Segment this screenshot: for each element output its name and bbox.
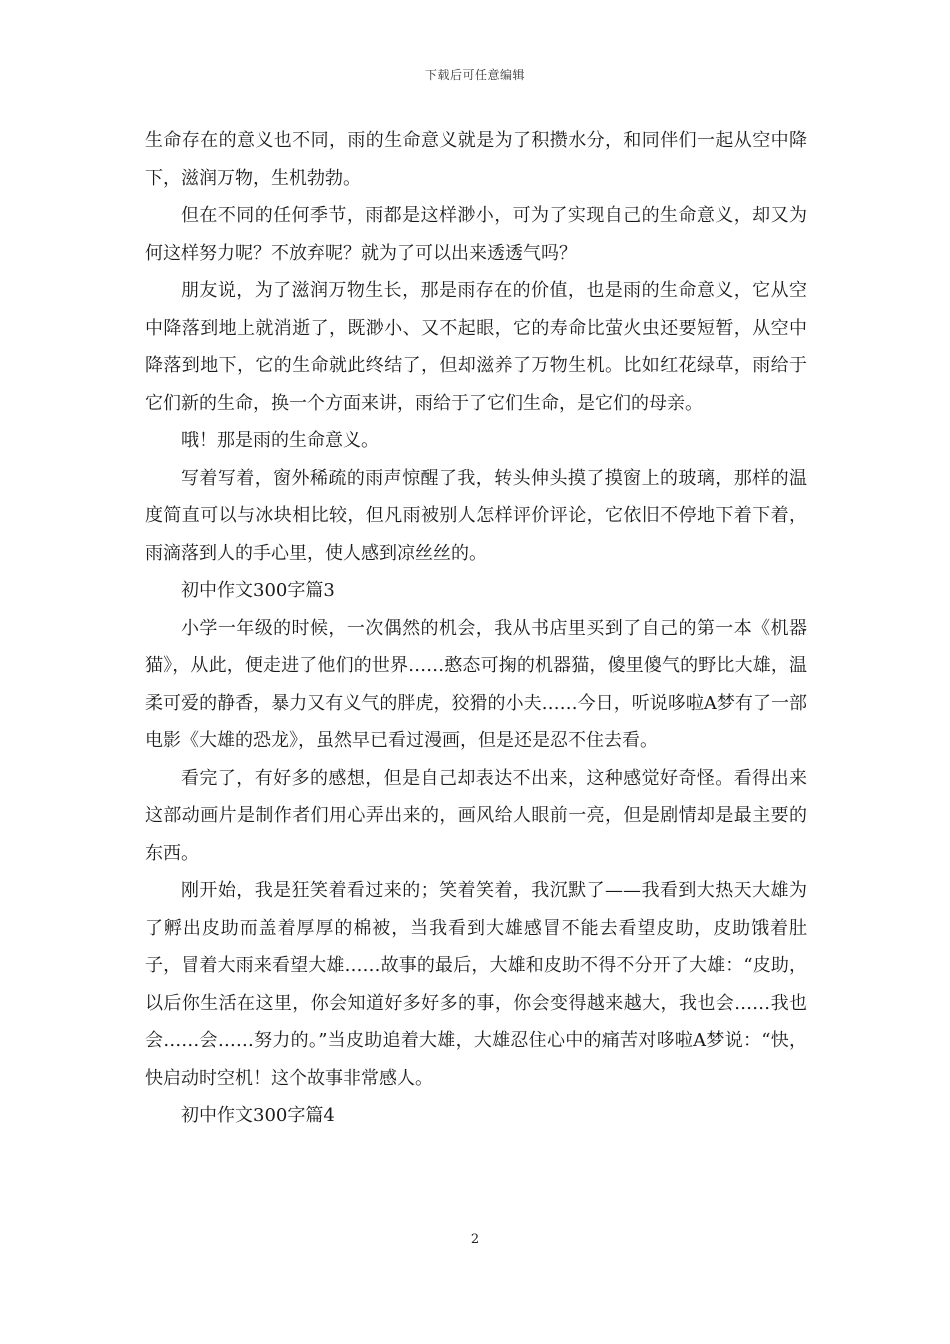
paragraph: 看完了，有好多的感想，但是自己却表达不出来，这种感觉好奇怪。看得出来这部动画片是制作者们用心弄出来的，画风给人眼前一亮，但是剧情却是最主要的东西。 — [145, 767, 807, 864]
paragraph: 刚开始，我是狂笑着看过来的；笑着笑着，我沉默了——我看到大热天大雄为了孵出皮助而盖着厚厚的棉被，当我看到大雄感冒不能去看望皮助，皮助饿着肚子，冒着大雨来看望大雄……故事的最后，大雄和皮助不得不分开了大雄：“皮助，以后你生活在这里，你会知道好多好多的事，你会变得越来越大，我也会……我也会……会……努力的。”当皮助追着大雄，大雄忍住心中的痛苦对哆啦A梦说：“快，快启动时空机！这个故事非常感人。 — [145, 880, 807, 1089]
section-heading: 初中作文300字篇3 — [181, 580, 335, 601]
paragraph: 小学一年级的时候，一次偶然的机会，我从书店里买到了自己的第一本《机器猫》，从此，便走进了他们的世界……憨态可掬的机器猫，傻里傻气的野比大雄，温柔可爱的静香，暴力又有义气的胖虎，狡猾的小夫……今日，听说哆啦A梦有了一部电影《大雄的恐龙》，虽然早已看过漫画，但是还是忍不住去看。 — [145, 617, 807, 751]
paragraph: 朋友说，为了滋润万物生长，那是雨存在的价值，也是雨的生命意义，它从空中降落到地上就消逝了，既渺小、又不起眼，它的寿命比萤火虫还要短暂，从空中降落到地下，它的生命就此终结了，但却滋养了万物生机。比如红花绿草，雨给于它们新的生命，换一个方面来讲，雨给于了它们生命，是它们的母亲。 — [145, 280, 807, 414]
page-number: 2 — [470, 1232, 480, 1247]
page-header: 下载后可任意编辑 — [424, 68, 525, 82]
paragraph: 但在不同的任何季节，雨都是这样渺小，可为了实现自己的生命意义，却又为何这样努力呢？不放弃呢？就为了可以出来透透气吗？ — [145, 205, 807, 264]
section-heading: 初中作文300字篇4 — [181, 1105, 335, 1126]
paragraph: 写着写着，窗外稀疏的雨声惊醒了我，转头伸头摸了摸窗上的玻璃，那样的温度简直可以与冰块相比较，但凡雨被别人怎样评价评论，它依旧不停地下着下着，雨滴落到人的手心里，使人感到凉丝丝的。 — [145, 467, 807, 564]
paragraph: 生命存在的意义也不同，雨的生命意义就是为了积攒水分，和同伴们一起从空中降下，滋润万物，生机勃勃。 — [145, 130, 807, 189]
document-body — [145, 122, 807, 1135]
paragraph: 哦！那是雨的生命意义。 — [181, 430, 379, 451]
